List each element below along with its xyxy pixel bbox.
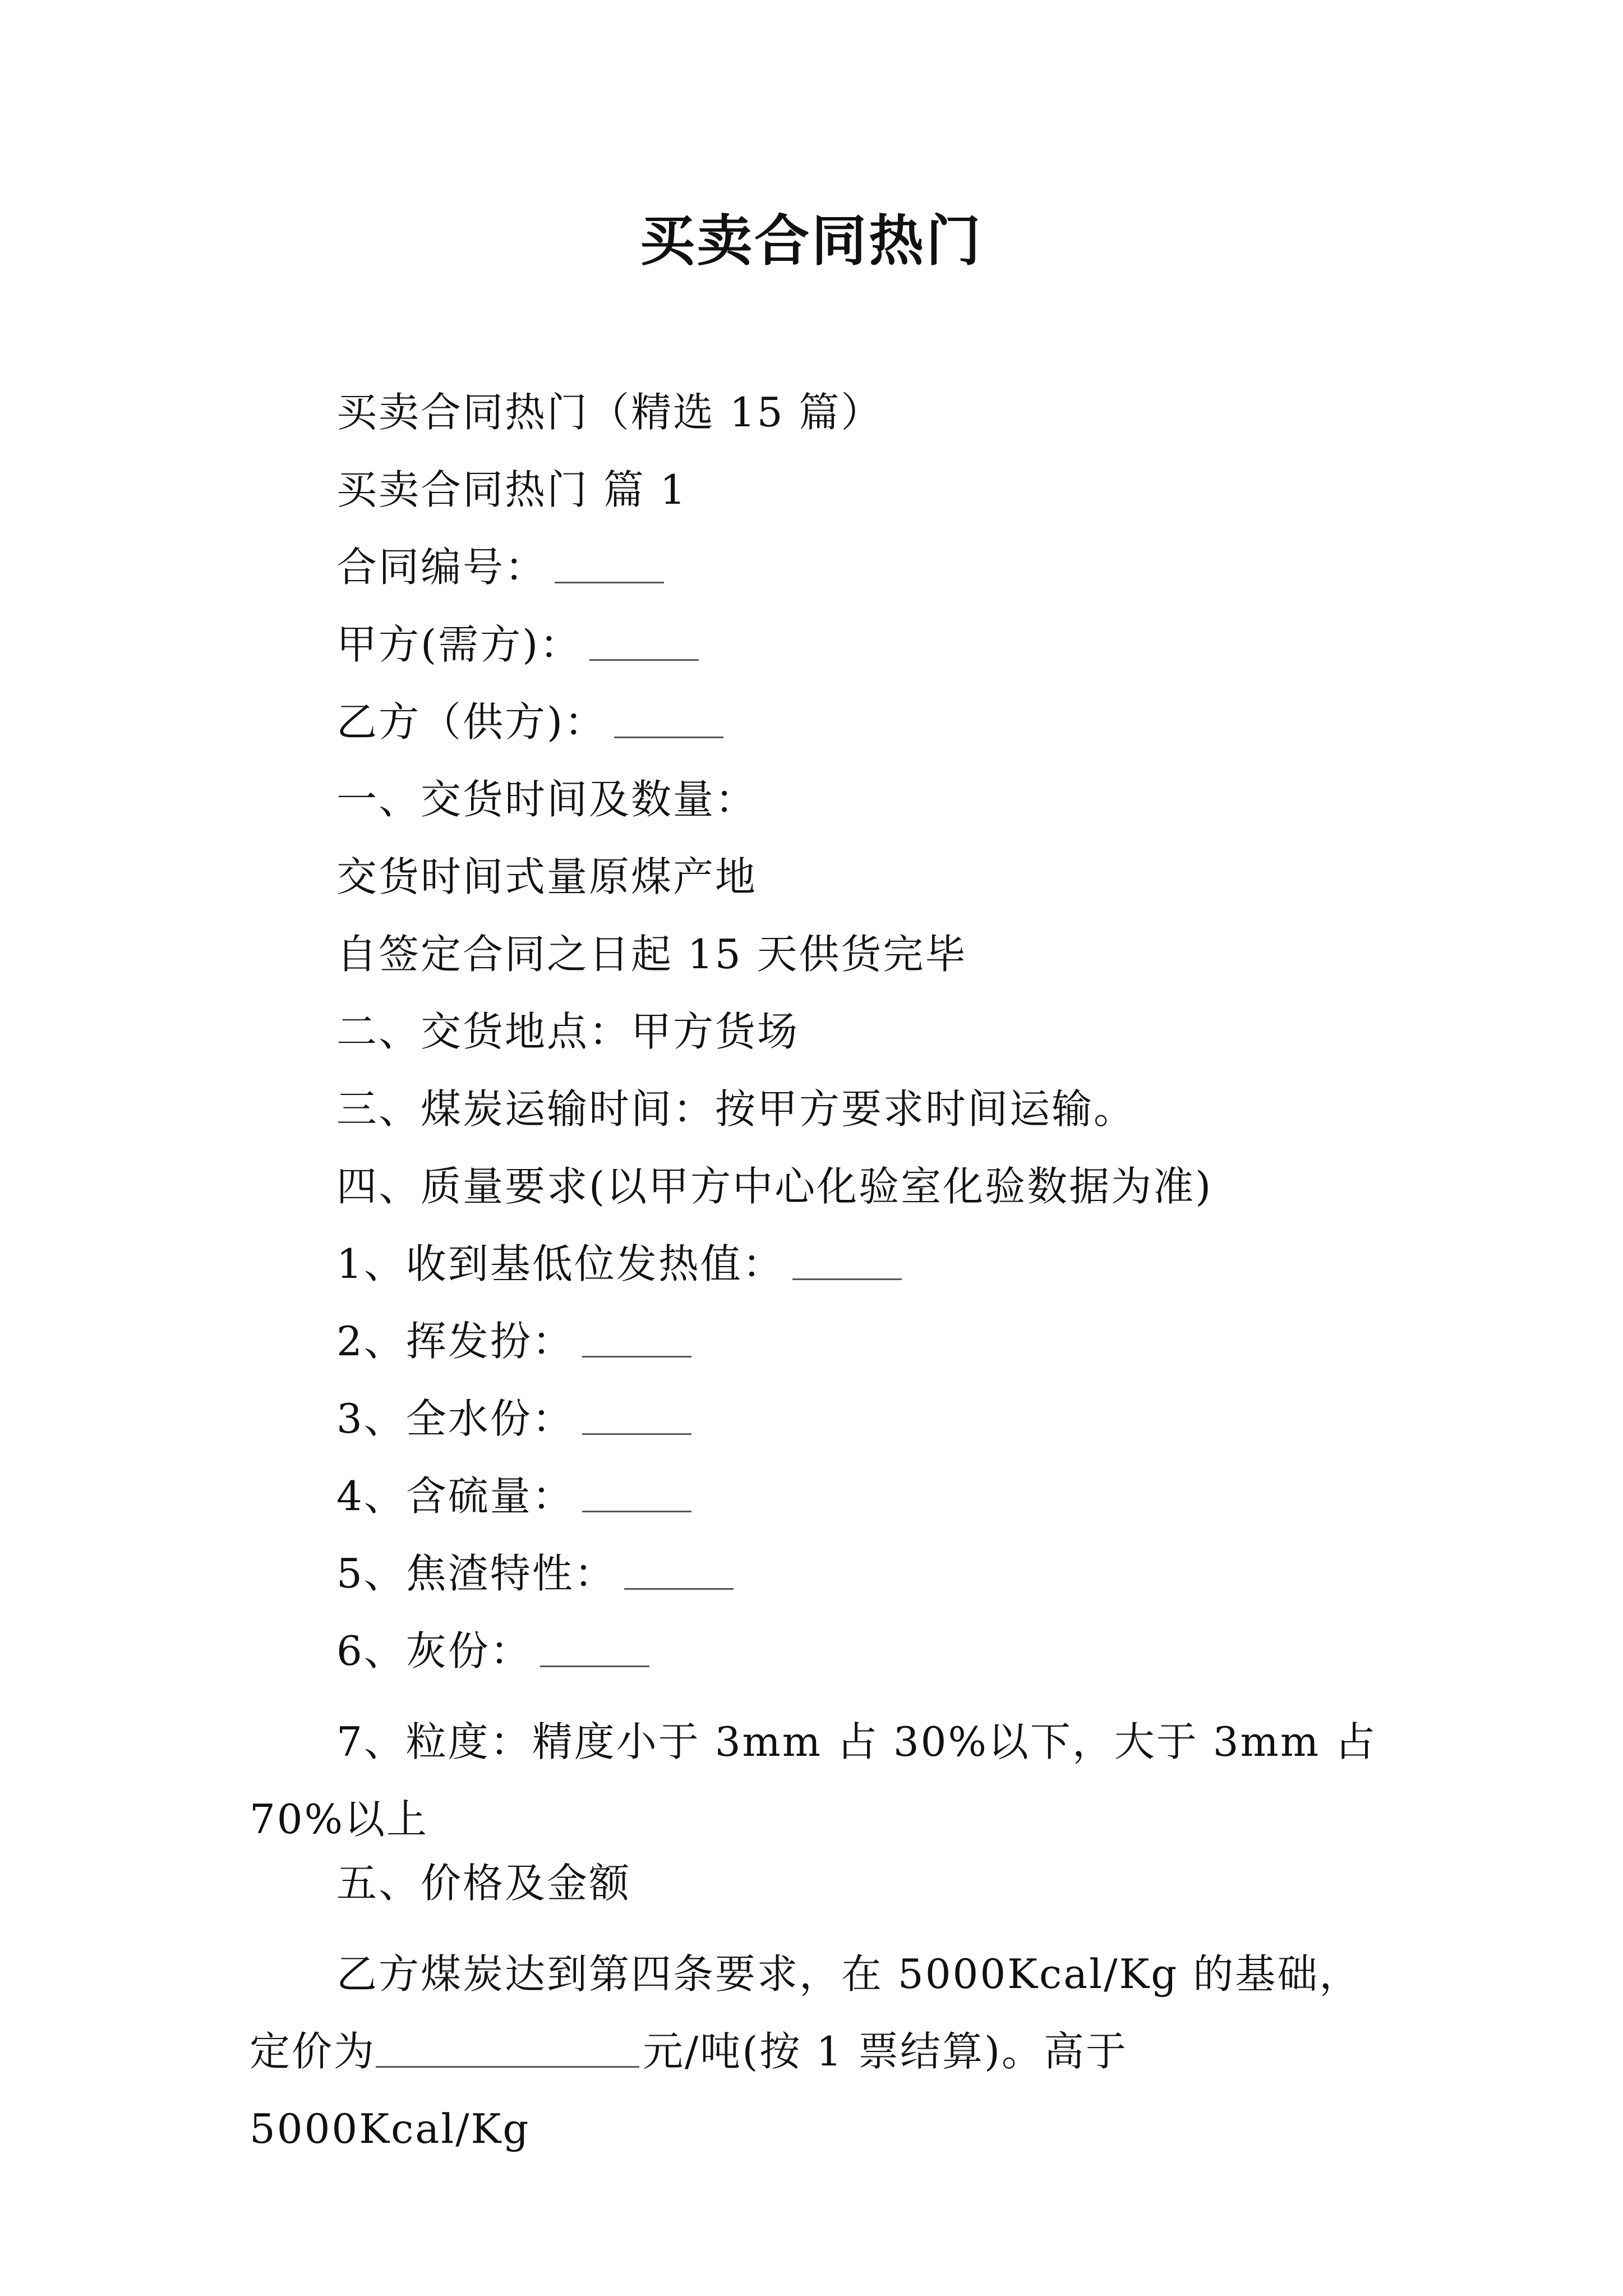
price-blank: [376, 2031, 639, 2068]
price-text-b: 元/吨(按 1 票结算)。高于 5000Kcal/Kg: [250, 2028, 1128, 2152]
party-b-line: [336, 697, 723, 747]
clause-3-heading: 三、煤炭运输时间：按甲方要求时间运输。: [336, 1085, 1136, 1133]
clause-1-text-b: 自签定合同之日起 15 天供货完毕: [336, 931, 967, 978]
contract-number-blank: [555, 547, 664, 583]
quality-item-2-label: 2、挥发扮：: [336, 1318, 574, 1365]
subtitle-line: 买卖合同热门（精选 15 篇）: [336, 389, 883, 436]
price-paragraph: [250, 1935, 1382, 2168]
clause-5-heading: 五、价格及金额: [336, 1860, 631, 1907]
party-b-label: 乙方（供方)：: [336, 698, 607, 746]
price-text-a: 乙方煤炭达到第四条要求，在 5000Kcal/Kg 的基础，定价为: [250, 1950, 1362, 2075]
party-a-line: [336, 619, 699, 670]
section-heading-1: 买卖合同热门 篇 1: [336, 466, 688, 513]
party-a-label: 甲方(需方)：: [336, 621, 582, 668]
quality-item-1-blank: [792, 1244, 902, 1280]
quality-item-2-blank: [582, 1321, 691, 1358]
quality-item-7: 7、粒度：精度小于 3mm 占 30%以下，大于 3mm 占 70%以上: [250, 1718, 1377, 1843]
quality-item-5: [336, 1548, 734, 1599]
quality-item-3: [336, 1393, 691, 1444]
quality-item-5-label: 5、焦渣特性：: [336, 1550, 616, 1597]
quality-item-4-label: 4、含硫量：: [336, 1473, 574, 1520]
quality-item-3-blank: [582, 1398, 691, 1435]
party-b-blank: [614, 702, 723, 738]
document-title: 买卖合同热门: [639, 209, 983, 273]
quality-item-4: [336, 1471, 691, 1521]
quality-item-5-blank: [624, 1553, 734, 1590]
quality-item-6-blank: [540, 1631, 649, 1667]
quality-item-4-blank: [582, 1476, 691, 1512]
quality-item-1: [336, 1239, 902, 1289]
contract-number-line: [336, 542, 664, 592]
party-a-blank: [589, 624, 699, 661]
quality-item-2: [336, 1316, 691, 1366]
clause-2-heading: 二、交货地点：甲方货场: [336, 1008, 800, 1055]
clause-4-heading: 四、质量要求(以甲方中心化验室化验数据为准): [336, 1163, 1213, 1210]
contract-number-label: 合同编号：: [336, 544, 547, 591]
quality-item-1-label: 1、收到基低位发热值：: [336, 1240, 785, 1287]
quality-item-3-label: 3、全水份：: [336, 1395, 574, 1442]
quality-item-6-label: 6、灰份：: [336, 1627, 532, 1674]
quality-item-6: [336, 1626, 649, 1676]
clause-1-text-a: 交货时间式量原煤产地: [336, 853, 758, 900]
clause-1-heading: 一、交货时间及数量：: [336, 776, 758, 823]
